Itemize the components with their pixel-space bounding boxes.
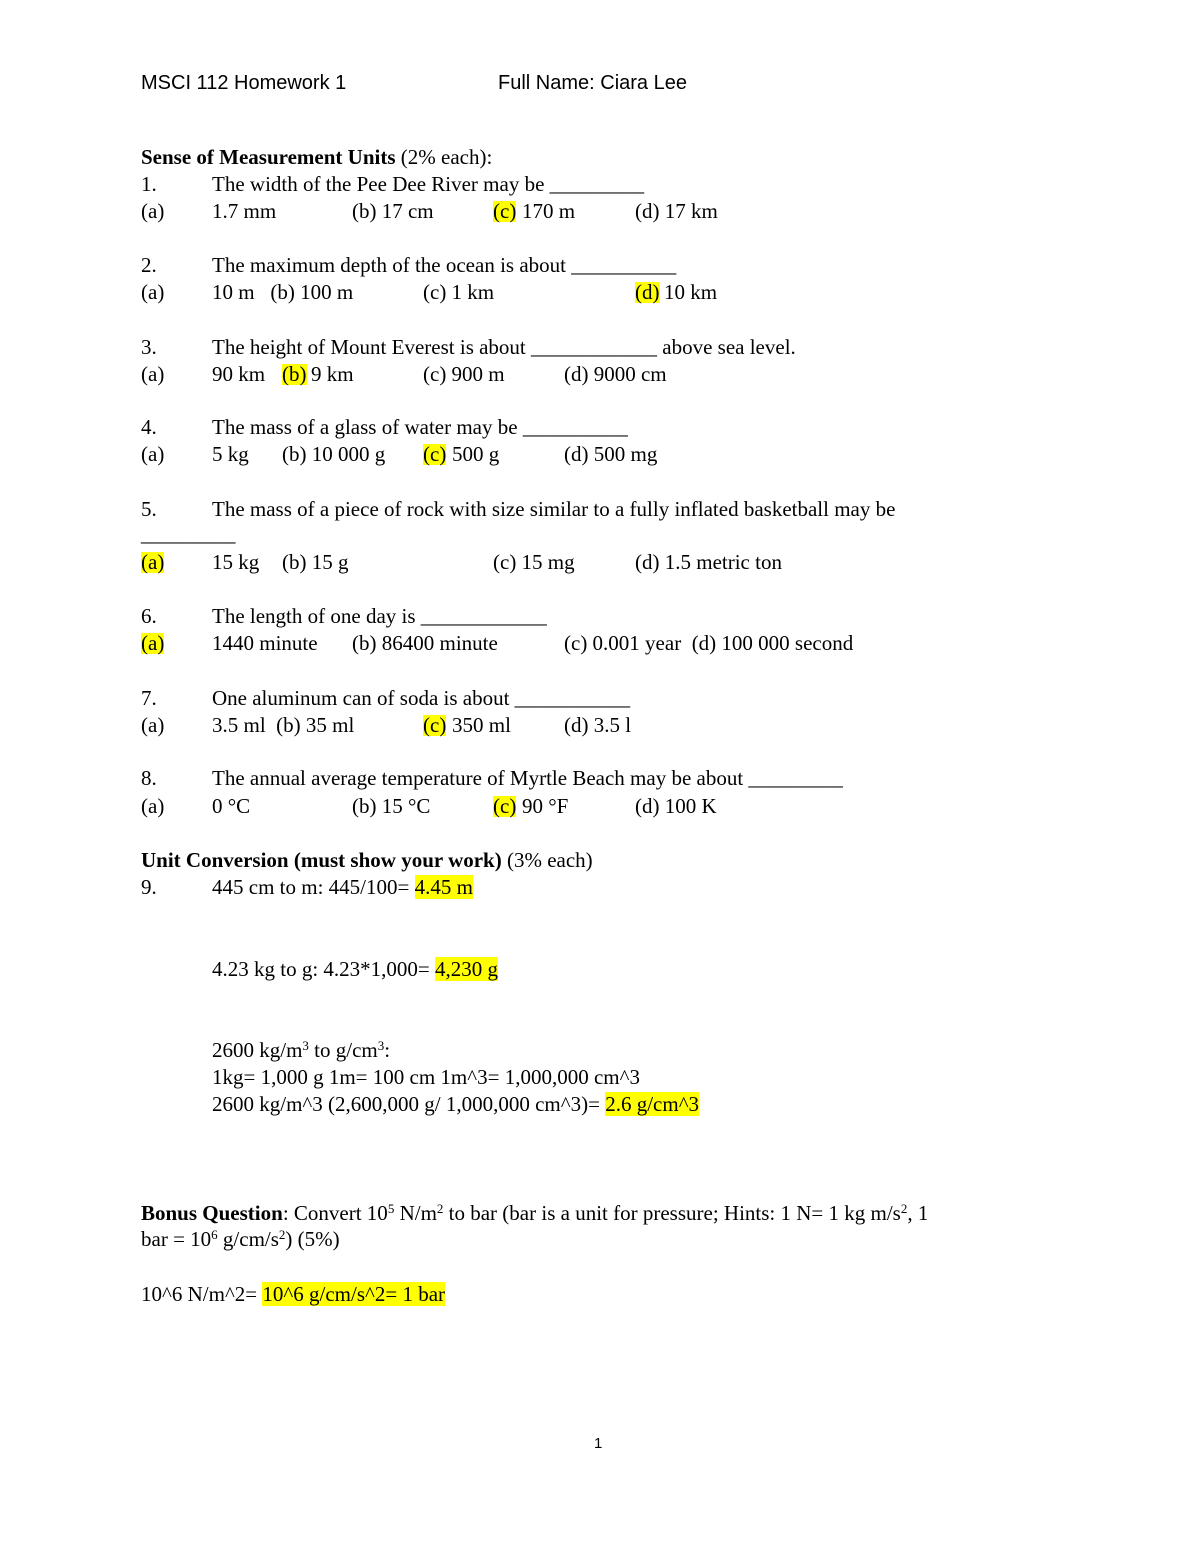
selected-answer-highlight: (c): [493, 794, 517, 818]
conversion-line: [212, 1094, 699, 1115]
selected-answer-highlight: (a): [141, 550, 165, 574]
bonus-text: , 1: [907, 1201, 929, 1225]
section-title-text: Unit Conversion (must show your work): [141, 848, 502, 872]
question-number: 5.: [141, 497, 157, 521]
selected-answer-highlight: (c): [423, 713, 447, 737]
superscript: 3: [377, 1038, 385, 1053]
question-number: 7.: [141, 686, 157, 710]
bonus-text: ) (5%): [285, 1227, 340, 1251]
option-a-label: (a): [141, 794, 165, 818]
option-a-label: (a): [141, 713, 165, 737]
bonus-label: Bonus Question: [141, 1201, 283, 1225]
option-d: (d) 9000 cm: [564, 362, 667, 386]
bonus-text: to bar (bar is a unit for pressure; Hints: 1 N= 1 kg m/s: [443, 1201, 901, 1225]
section-weight: (2% each):: [395, 145, 493, 169]
conversion-line: [212, 959, 498, 980]
question-text: The mass of a glass of water may be __________: [212, 415, 628, 439]
superscript: 2: [436, 1201, 444, 1216]
bonus-question-line2: [141, 1229, 340, 1250]
question-number: 4.: [141, 415, 157, 439]
option-b: (b) 17 cm: [352, 199, 434, 223]
option-d: (d) 3.5 l: [564, 713, 632, 737]
conversion-line: [212, 1040, 390, 1061]
selected-answer-highlight: (c): [493, 199, 517, 223]
option-c-d: (c) 0.001 year (d) 100 000 second: [564, 631, 854, 655]
conversion-work: 1kg= 1,000 g 1m= 100 cm 1m^3= 1,000,000 cm^3: [212, 1065, 640, 1089]
superscript: 2: [900, 1201, 908, 1216]
option-d: (d) 500 mg: [564, 442, 658, 466]
option-b: (b) 15 g: [282, 550, 349, 574]
option-c: (c) 1 km: [423, 280, 495, 304]
question-number: 1.: [141, 172, 157, 196]
option-a-value: 90 km: [212, 362, 266, 386]
conversion-work: 445 cm to m: 445/100=: [212, 875, 415, 899]
question-text: The annual average temperature of Myrtle Beach may be about _________: [212, 766, 843, 790]
student-name: Full Name: Ciara Lee: [498, 72, 687, 94]
option-c: (c) 900 m: [423, 362, 505, 386]
option-d: (d) 17 km: [635, 199, 718, 223]
conversion-line: [212, 877, 473, 898]
bonus-answer-highlight: 10^6 g/cm/s^2= 1 bar: [262, 1282, 446, 1306]
question-text: The maximum depth of the ocean is about __________: [212, 253, 677, 277]
option-a-value: 1440 minute: [212, 631, 318, 655]
option-a-label: (a): [141, 442, 165, 466]
question-text: One aluminum can of soda is about ___________: [212, 686, 631, 710]
question-text: The width of the Pee Dee River may be _________: [212, 172, 645, 196]
question-number: 8.: [141, 766, 157, 790]
bonus-work: 10^6 N/m^2=: [141, 1282, 263, 1306]
bonus-text: bar = 10: [141, 1227, 212, 1251]
page-number: 1: [594, 1435, 603, 1452]
conversion-work: 2600 kg/m^3 (2,600,000 g/ 1,000,000 cm^3)=: [212, 1092, 606, 1116]
option-c-value: 90 °F: [522, 794, 569, 818]
option-b: (b) 86400 minute: [352, 631, 498, 655]
conversion-text: to g/cm: [308, 1038, 378, 1062]
bonus-answer: [141, 1284, 445, 1305]
question-text: The length of one day is ____________: [212, 604, 547, 628]
question-number: 3.: [141, 335, 157, 359]
option-d-value: 10 km: [664, 280, 718, 304]
section-title-conversion: [141, 850, 593, 871]
conversion-work: 4.23 kg to g: 4.23*1,000=: [212, 957, 436, 981]
option-a-label: (a): [141, 280, 165, 304]
section-weight: (3% each): [501, 848, 593, 872]
superscript: 6: [211, 1227, 218, 1242]
question-number: 9.: [141, 875, 157, 899]
option-c: (c) 15 mg: [493, 550, 575, 574]
superscript: 2: [278, 1227, 286, 1242]
option-a-b: 3.5 ml (b) 35 ml: [212, 713, 355, 737]
superscript: 3: [302, 1038, 309, 1053]
selected-answer-highlight: (d): [635, 280, 660, 304]
option-a-value: 0 °C: [212, 794, 251, 818]
question-text: The mass of a piece of rock with size similar to a fully inflated basketball may be: [212, 497, 896, 521]
conversion-answer-highlight: 2.6 g/cm^3: [605, 1092, 700, 1116]
option-a-value: 1.7 mm: [212, 199, 277, 223]
conversion-text: 2600 kg/m: [212, 1038, 303, 1062]
superscript: 5: [387, 1201, 395, 1216]
bonus-text: N/m: [394, 1201, 437, 1225]
course-title: MSCI 112 Homework 1: [141, 72, 347, 94]
section-title-measurement: [141, 147, 492, 168]
conversion-text: :: [384, 1038, 391, 1062]
option-c-value: 500 g: [452, 442, 500, 466]
option-d: (d) 1.5 metric ton: [635, 550, 782, 574]
option-a-label: (a): [141, 199, 165, 223]
section-title-text: Sense of Measurement Units: [141, 145, 396, 169]
option-c-value: 170 m: [522, 199, 576, 223]
conversion-answer-highlight: 4,230 g: [435, 957, 499, 981]
selected-answer-highlight: (b): [282, 362, 307, 386]
selected-answer-highlight: (a): [141, 631, 165, 655]
question-text: The height of Mount Everest is about ____________ above sea level.: [212, 335, 796, 359]
option-a-label: (a): [141, 362, 165, 386]
selected-answer-highlight: (c): [423, 442, 447, 466]
option-a-b: 10 m (b) 100 m: [212, 280, 354, 304]
option-a-value: 15 kg: [212, 550, 260, 574]
option-c-value: 350 ml: [452, 713, 511, 737]
question-5-continuation: _________: [141, 522, 236, 546]
option-b-value: 9 km: [311, 362, 354, 386]
question-number: 6.: [141, 604, 157, 628]
question-number: 2.: [141, 253, 157, 277]
bonus-question: [141, 1203, 928, 1224]
option-b: (b) 15 °C: [352, 794, 431, 818]
bonus-text: : Convert 10: [282, 1201, 388, 1225]
option-a-value: 5 kg: [212, 442, 249, 466]
option-b: (b) 10 000 g: [282, 442, 386, 466]
conversion-answer-highlight: 4.45 m: [414, 875, 473, 899]
bonus-text: g/cm/s: [217, 1227, 279, 1251]
option-d: (d) 100 K: [635, 794, 717, 818]
